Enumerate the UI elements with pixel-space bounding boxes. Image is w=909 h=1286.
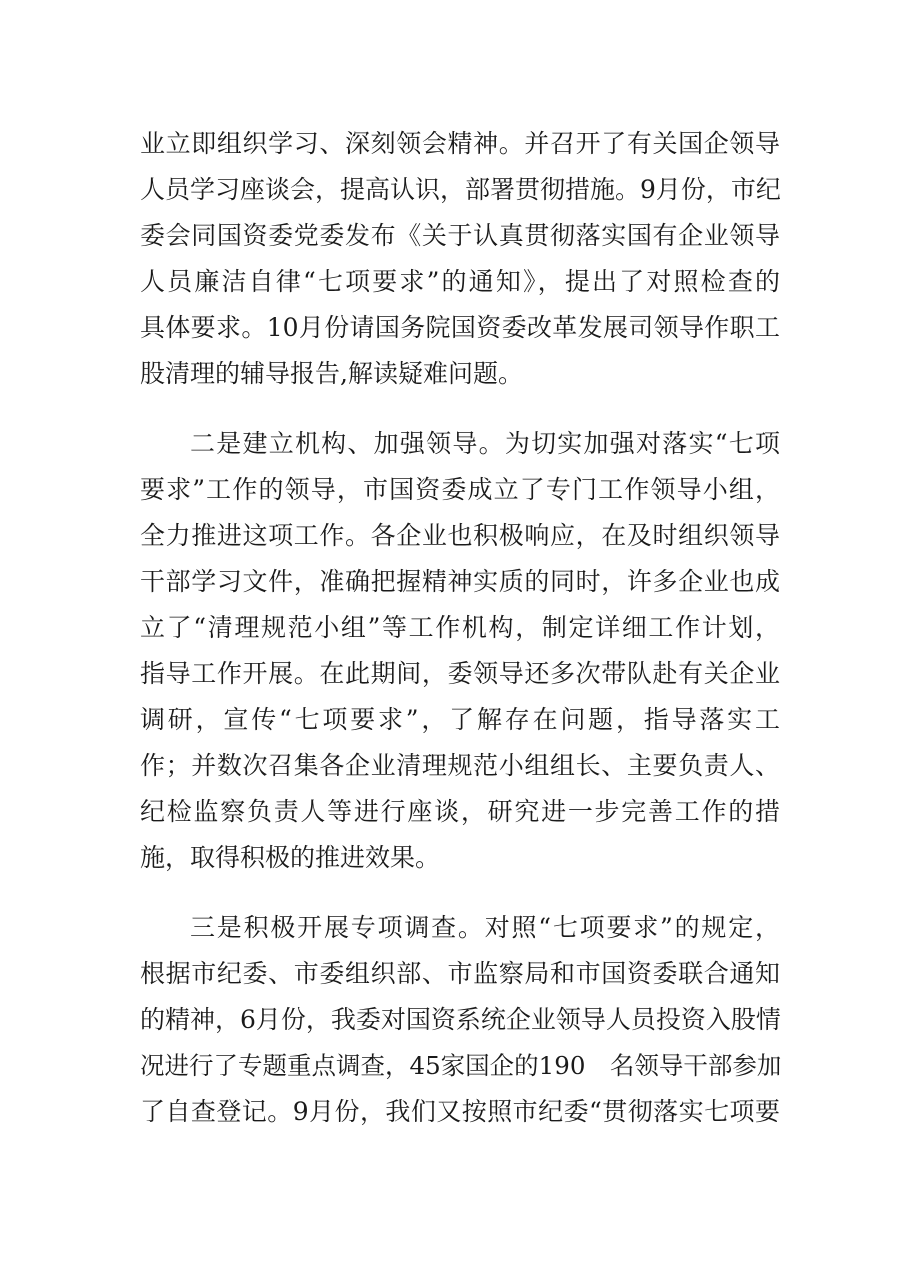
paragraph-1-line-5: 具体要求。10月份请国务院国资委改革发展司领导作职工 [140, 313, 780, 342]
paragraph-2-line-9: 纪检监察负责人等进行座谈，研究进一步完善工作的措 [140, 797, 780, 826]
paragraph-3-line-3: 的精神，6月份，我委对国资系统企业领导人员投资入股情 [140, 1005, 781, 1034]
paragraph-3-line-1: 三是积极开展专项调查。对照“七项要求”的规定， [190, 913, 780, 942]
paragraph-1-line-2: 人员学习座谈会，提高认识，部署贯彻措施。9月份，市纪 [140, 175, 781, 204]
paragraph-1-line-3: 委会同国资委党委发布《关于认真贯彻落实国有企业领导 [140, 221, 780, 250]
paragraph-3-line-4: 况进行了专题重点调查，45家国企的190 名领导干部参加 [140, 1051, 782, 1080]
paragraph-3-line-2: 根据市纪委、市委组织部、市监察局和市国资委联合通知 [140, 959, 780, 988]
paragraph-2-line-2: 要求”工作的领导，市国资委成立了专门工作领导小组， [140, 475, 780, 504]
paragraph-1-line-6: 股清理的辅导报告,解读疑难问题。 [140, 359, 523, 388]
paragraph-2-line-8: 作；并数次召集各企业清理规范小组组长、主要负责人、 [140, 751, 780, 780]
paragraph-2-line-10: 施，取得积极的推进效果。 [140, 843, 441, 872]
paragraph-3-line-5: 了自查登记。9月份，我们又按照市纪委“贯彻落实七项要 [140, 1097, 780, 1126]
paragraph-2-line-6: 指导工作开展。在此期间，委领导还多次带队赴有关企业 [140, 659, 780, 688]
paragraph-2-line-4: 干部学习文件，准确把握精神实质的同时，许多企业也成 [140, 567, 780, 596]
paragraph-2-line-3: 全力推进这项工作。各企业也积极响应，在及时组织领导 [140, 521, 780, 550]
paragraph-2-line-7: 调研，宣传“七项要求”，了解存在问题，指导落实工 [140, 705, 780, 734]
paragraph-2-line-1: 二是建立机构、加强领导。为切实加强对落实“七项 [190, 429, 780, 458]
paragraph-1-line-1: 业立即组织学习、深刻领会精神。并召开了有关国企领导 [140, 129, 780, 158]
paragraph-2-line-5: 立了“清理规范小组”等工作机构，制定详细工作计划， [140, 613, 780, 642]
paragraph-1-line-4: 人员廉洁自律“七项要求”的通知》，提出了对照检查的 [140, 267, 780, 296]
